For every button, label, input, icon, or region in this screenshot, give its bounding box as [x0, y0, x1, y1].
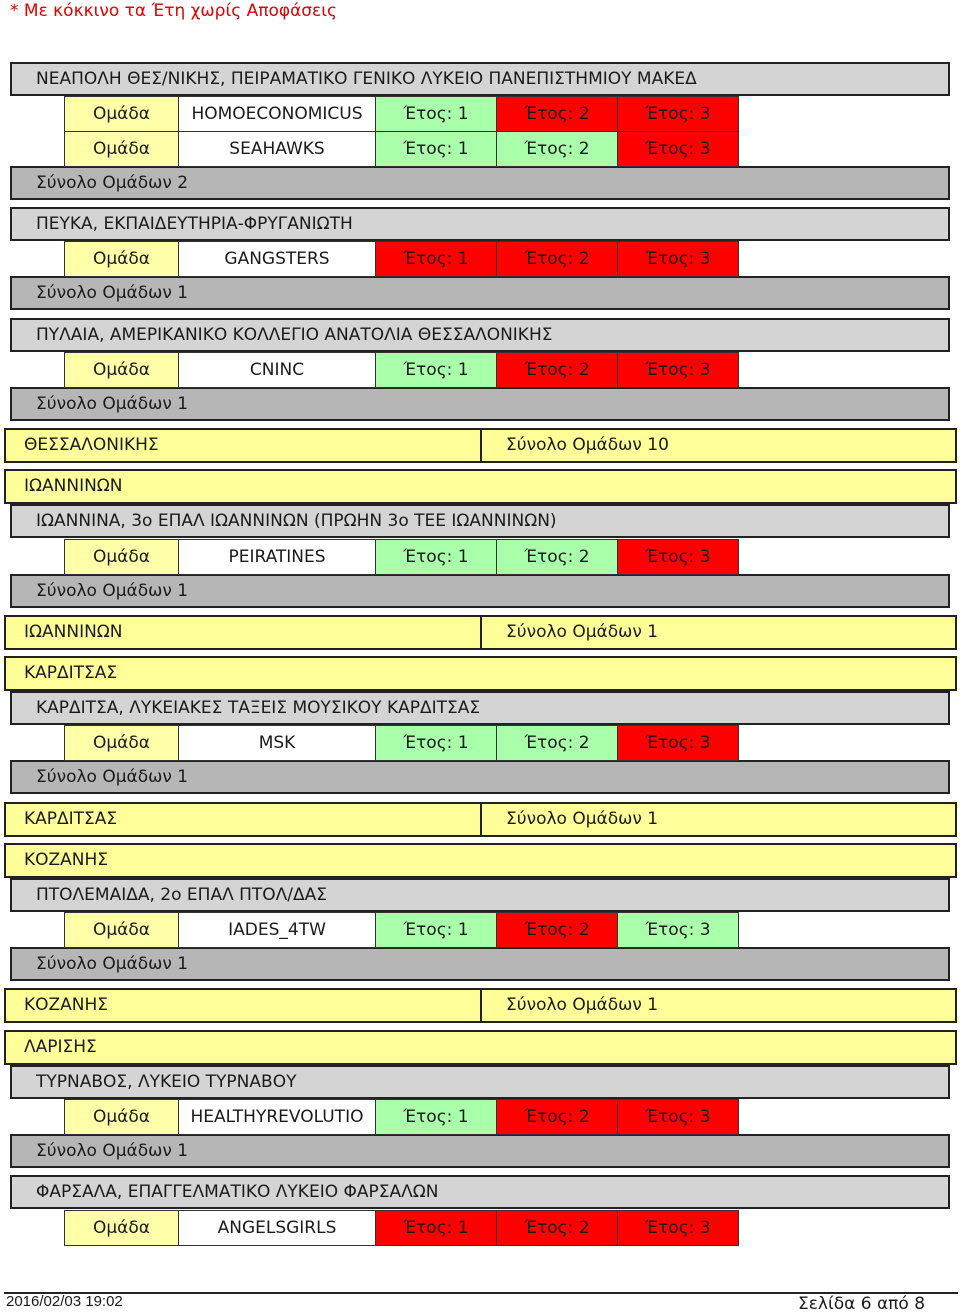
year-1-cell: Έτος: 1	[375, 1210, 497, 1246]
team-label: Ομάδα	[64, 539, 179, 575]
school-total	[10, 947, 950, 981]
region-name: ΛΑΡΙΣΗΣ	[24, 1037, 97, 1057]
school-total-label: Σύνολο Ομάδων 1	[36, 767, 189, 787]
team-name: HEALTHYREVOLUTIO	[178, 1099, 376, 1135]
year-3-cell: Έτος: 3	[617, 96, 739, 132]
region-name: ΙΩΑΝΝΙΝΩΝ	[24, 476, 123, 496]
year-1-cell: Έτος: 1	[375, 725, 497, 761]
region-total-row	[4, 428, 957, 463]
legend-note: * Με κόκκινο τα Έτη χωρίς Αποφάσεις	[10, 1, 337, 21]
year-2-cell: Έτος: 2	[496, 912, 618, 948]
team-label: Ομάδα	[64, 725, 179, 761]
region-header	[4, 469, 957, 504]
school-name: ΠΕΥΚΑ, ΕΚΠΑΙΔΕΥΤΗΡΙΑ-ΦΡΥΓΑΝΙΩΤΗ	[36, 214, 353, 234]
footer-datetime: 2016/02/03 19:02	[6, 1293, 123, 1310]
team-name: MSK	[178, 725, 376, 761]
school-total-label: Σύνολο Ομάδων 1	[36, 954, 189, 974]
region-name: ΘΕΣΣΑΛΟΝΙΚΗΣ	[24, 435, 159, 455]
school-name: ΚΑΡΔΙΤΣΑ, ΛΥΚΕΙΑΚΕΣ ΤΑΞΕΙΣ ΜΟΥΣΙΚΟΥ ΚΑΡΔΙΤΣΑΣ	[36, 698, 481, 718]
team-name: CNINC	[178, 352, 376, 388]
year-3-cell: Έτος: 3	[617, 131, 739, 167]
year-3-cell: Έτος: 3	[617, 912, 739, 948]
year-3-cell: Έτος: 3	[617, 352, 739, 388]
year-1-cell: Έτος: 1	[375, 539, 497, 575]
school-name: ΙΩΑΝΝΙΝΑ, 3ο ΕΠΑΛ ΙΩΑΝΝΙΝΩΝ (ΠΡΩΗΝ 3ο ΤΕΕ ΙΩΑΝΝΙΝΩΝ)	[36, 511, 557, 531]
region-total: Σύνολο Ομάδων 10	[480, 430, 669, 461]
school-name: ΤΥΡΝΑΒΟΣ, ΛΥΚΕΙΟ ΤΥΡΝΑΒΟΥ	[36, 1072, 297, 1092]
region-total: Σύνολο Ομάδων 1	[480, 990, 658, 1021]
year-3-cell: Έτος: 3	[617, 539, 739, 575]
year-3-cell: Έτος: 3	[617, 1099, 739, 1135]
region-total-row	[4, 988, 957, 1023]
school-name: ΠΤΟΛΕΜΑΙΔΑ, 2ο ΕΠΑΛ ΠΤΟΛ/ΔΑΣ	[36, 885, 328, 905]
region-total: Σύνολο Ομάδων 1	[480, 804, 658, 835]
year-3-cell: Έτος: 3	[617, 725, 739, 761]
school-header	[10, 62, 950, 96]
team-label: Ομάδα	[64, 241, 179, 277]
region-total-row	[4, 802, 957, 837]
team-name: SEAHAWKS	[178, 131, 376, 167]
school-total	[10, 387, 950, 421]
school-total	[10, 760, 950, 794]
team-name: HOMOECONOMICUS	[178, 96, 376, 132]
year-1-cell: Έτος: 1	[375, 241, 497, 277]
year-2-cell: Έτος: 2	[496, 241, 618, 277]
year-1-cell: Έτος: 1	[375, 131, 497, 167]
year-2-cell: Έτος: 2	[496, 1210, 618, 1246]
region-header	[4, 843, 957, 878]
team-name: IADES_4TW	[178, 912, 376, 948]
region-total-row	[4, 615, 957, 650]
school-header	[10, 504, 950, 538]
region-header	[4, 656, 957, 691]
year-1-cell: Έτος: 1	[375, 352, 497, 388]
year-1-cell: Έτος: 1	[375, 96, 497, 132]
year-2-cell: Έτος: 2	[496, 352, 618, 388]
team-label: Ομάδα	[64, 1099, 179, 1135]
school-total	[10, 166, 950, 200]
year-2-cell: Έτος: 2	[496, 725, 618, 761]
school-total	[10, 1134, 950, 1168]
school-header	[10, 318, 950, 352]
region-total: Σύνολο Ομάδων 1	[480, 617, 658, 648]
year-1-cell: Έτος: 1	[375, 912, 497, 948]
team-label: Ομάδα	[64, 352, 179, 388]
school-total-label: Σύνολο Ομάδων 1	[36, 394, 189, 414]
team-name: GANGSTERS	[178, 241, 376, 277]
school-total-label: Σύνολο Ομάδων 1	[36, 1141, 189, 1161]
school-header	[10, 1175, 950, 1209]
region-header	[4, 1030, 957, 1065]
year-3-cell: Έτος: 3	[617, 1210, 739, 1246]
region-name: ΚΑΡΔΙΤΣΑΣ	[24, 809, 118, 829]
school-header	[10, 878, 950, 912]
year-2-cell: Έτος: 2	[496, 1099, 618, 1135]
school-name: ΦΑΡΣΑΛΑ, ΕΠΑΓΓΕΛΜΑΤΙΚΟ ΛΥΚΕΙΟ ΦΑΡΣΑΛΩΝ	[36, 1182, 439, 1202]
school-total	[10, 276, 950, 310]
school-name: ΝΕΑΠΟΛΗ ΘΕΣ/ΝΙΚΗΣ, ΠΕΙΡΑΜΑΤΙΚΟ ΓΕΝΙΚΟ ΛΥΚΕΙΟ ΠΑΝΕΠΙΣΤΗΜΙΟΥ ΜΑΚΕΔ	[36, 69, 697, 89]
region-name: ΚΟΖΑΝΗΣ	[24, 850, 109, 870]
region-name: ΚΑΡΔΙΤΣΑΣ	[24, 663, 118, 683]
school-total-label: Σύνολο Ομάδων 2	[36, 173, 189, 193]
school-total-label: Σύνολο Ομάδων 1	[36, 283, 189, 303]
school-header	[10, 1065, 950, 1099]
year-2-cell: Έτος: 2	[496, 131, 618, 167]
team-label: Ομάδα	[64, 912, 179, 948]
school-total-label: Σύνολο Ομάδων 1	[36, 581, 189, 601]
year-1-cell: Έτος: 1	[375, 1099, 497, 1135]
team-label: Ομάδα	[64, 131, 179, 167]
school-name: ΠΥΛΑΙΑ, ΑΜΕΡΙΚΑΝΙΚΟ ΚΟΛΛΕΓΙΟ ΑΝΑΤΟΛΙΑ ΘΕΣΣΑΛΟΝΙΚΗΣ	[36, 325, 553, 345]
school-header	[10, 691, 950, 725]
year-3-cell: Έτος: 3	[617, 241, 739, 277]
year-2-cell: Έτος: 2	[496, 539, 618, 575]
team-label: Ομάδα	[64, 96, 179, 132]
team-label: Ομάδα	[64, 1210, 179, 1246]
year-2-cell: Έτος: 2	[496, 96, 618, 132]
region-name: ΚΟΖΑΝΗΣ	[24, 995, 109, 1015]
school-total	[10, 574, 950, 608]
school-header	[10, 207, 950, 241]
footer-page-number: Σελίδα 6 από 8	[798, 1294, 926, 1314]
region-name: ΙΩΑΝΝΙΝΩΝ	[24, 622, 123, 642]
team-name: ANGELSGIRLS	[178, 1210, 376, 1246]
team-name: PEIRATINES	[178, 539, 376, 575]
